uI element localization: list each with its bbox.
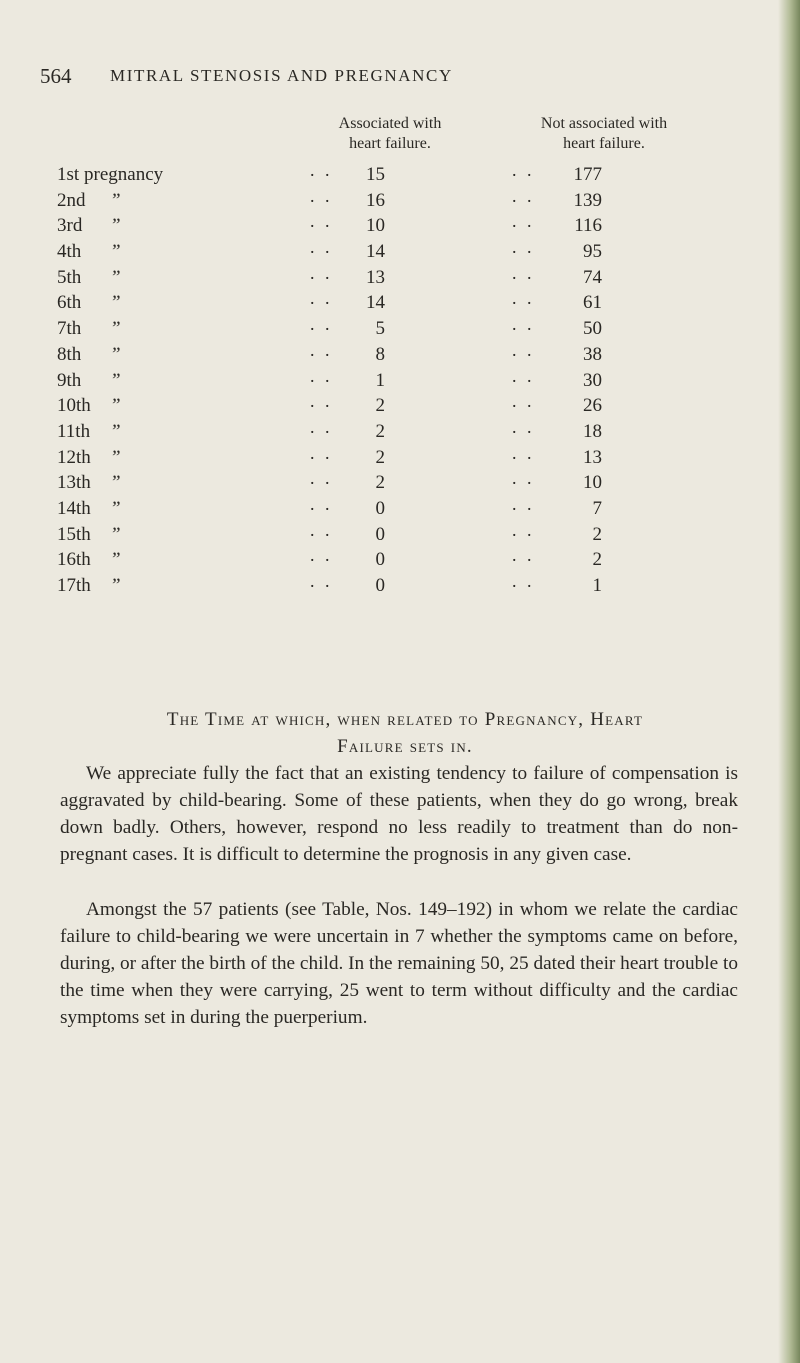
leader-dots: . . xyxy=(310,237,333,258)
leader-dots: . . xyxy=(512,416,535,437)
body-paragraph: We appreciate fully the fact that an existing tendency to failure of compensation is aggravated by child-bearing. Some of these patients, when they do go wrong, break down badly. Others, however, respond no less readily to treatment than do non-pregnant cases. It is difficult to determine the prognosis in any given case. xyxy=(60,763,738,865)
leader-dots: . . xyxy=(310,365,333,386)
row-ordinal: 17th xyxy=(57,575,91,596)
value-not-associated: 26 xyxy=(583,395,602,417)
row-ordinal: 6th xyxy=(57,292,82,314)
ditto-mark: ” xyxy=(110,369,121,391)
row-ordinal: 9th xyxy=(57,369,82,391)
table-row xyxy=(0,571,800,601)
table-row xyxy=(0,211,800,241)
row-ordinal: 4th xyxy=(57,241,82,263)
leader-dots: . . xyxy=(310,185,333,206)
value-associated: 16 xyxy=(366,189,385,211)
column-header-line: Associated with xyxy=(338,115,442,132)
table-row xyxy=(0,493,800,524)
leader-dots: . . xyxy=(512,185,535,206)
row-ordinal: 2nd xyxy=(57,189,86,211)
leader-dots: . . xyxy=(310,416,333,437)
value-not-associated: 2 xyxy=(592,549,602,571)
ditto-mark: ” xyxy=(110,215,121,237)
row-ordinal: 12th xyxy=(57,446,91,468)
value-associated: 2 xyxy=(375,420,385,442)
value-not-associated: 74 xyxy=(583,266,602,288)
ditto-mark: ” xyxy=(110,241,121,263)
column-header-not-associated xyxy=(474,114,734,154)
table-row xyxy=(0,365,800,396)
leader-dots: . . xyxy=(512,160,535,180)
row-ordinal: 1st xyxy=(57,164,80,185)
value-not-associated: 139 xyxy=(573,189,602,211)
table-row xyxy=(0,442,800,473)
leader-dots: . . xyxy=(512,519,535,540)
leader-dots: . . xyxy=(512,262,535,283)
leader-dots: . . xyxy=(310,442,333,463)
ditto-mark: ” xyxy=(110,420,121,442)
leader-dots: . . xyxy=(310,314,333,335)
ditto-mark: ” xyxy=(110,472,121,494)
value-not-associated: 38 xyxy=(583,343,602,365)
row-ordinal: 8th xyxy=(57,343,82,365)
leader-dots: . . xyxy=(310,468,333,489)
leader-dots: . . xyxy=(310,519,333,540)
value-not-associated: 177 xyxy=(573,164,602,185)
value-not-associated: 95 xyxy=(583,241,602,263)
ditto-mark: ” xyxy=(110,292,121,314)
value-associated: 2 xyxy=(375,472,385,494)
table-row xyxy=(0,519,800,550)
page-number: 564 xyxy=(40,64,72,88)
ditto-mark: ” xyxy=(110,189,121,211)
leader-dots: . . xyxy=(310,262,333,283)
row-ordinal: 3rd xyxy=(57,215,83,237)
value-not-associated: 2 xyxy=(592,523,602,545)
body-paragraph: Amongst the 57 patients (see Table, Nos. 149–192) in whom we relate the cardiac failure to child-bearing we were uncertain in 7 whether the symptoms came on before, during, or after the birth of the child. In the remaining 50, 25 dated their heart trouble to the time when they were carrying, 25 went to term without difficulty and the cardiac symptoms set in during the puerperium. xyxy=(60,899,738,1028)
ditto-mark: ” xyxy=(110,395,121,417)
leader-dots: . . xyxy=(512,314,535,335)
value-associated: 2 xyxy=(375,446,385,468)
leader-dots: . . xyxy=(512,493,535,514)
row-ordinal: 10th xyxy=(57,395,91,417)
value-not-associated: 18 xyxy=(583,420,602,442)
row-ordinal: 16th xyxy=(57,549,91,571)
row-ordinal: 15th xyxy=(57,523,91,545)
value-not-associated: 7 xyxy=(592,497,602,519)
pregnancy-table xyxy=(0,160,800,601)
table-row xyxy=(0,262,800,293)
table-row xyxy=(0,160,800,190)
value-associated: 1 xyxy=(375,369,385,391)
ditto-mark: ” xyxy=(110,549,121,571)
table-row xyxy=(0,391,800,421)
table-row xyxy=(0,468,800,498)
row-ordinal: 7th xyxy=(57,318,82,340)
table-row xyxy=(0,314,800,344)
leader-dots: . . xyxy=(310,571,333,591)
value-associated: 0 xyxy=(375,575,385,596)
leader-dots: . . xyxy=(310,493,333,514)
leader-dots: . . xyxy=(512,211,535,232)
leader-dots: . . xyxy=(310,545,333,566)
ditto-mark: ” xyxy=(110,446,121,468)
value-associated: 5 xyxy=(375,318,385,340)
leader-dots: . . xyxy=(512,365,535,386)
leader-dots: . . xyxy=(310,288,333,309)
ditto-mark: ” xyxy=(110,575,121,596)
ditto-mark: ” xyxy=(110,497,121,519)
table-row xyxy=(0,237,800,267)
row-ordinal: 14th xyxy=(57,497,91,519)
value-associated: 13 xyxy=(366,266,385,288)
value-associated: 0 xyxy=(375,549,385,571)
leader-dots: . . xyxy=(512,288,535,309)
row-ordinal: 5th xyxy=(57,266,82,288)
row-ordinal: 13th xyxy=(57,472,91,494)
value-associated: 2 xyxy=(375,395,385,417)
value-associated: 14 xyxy=(366,292,385,314)
leader-dots: . . xyxy=(310,160,333,180)
column-header-line: heart failure. xyxy=(563,135,645,152)
leader-dots: . . xyxy=(512,468,535,489)
running-title: MITRAL STENOSIS AND PREGNANCY xyxy=(110,66,453,85)
value-not-associated: 1 xyxy=(592,575,602,596)
value-not-associated: 30 xyxy=(583,369,602,391)
table-row xyxy=(0,288,800,318)
leader-dots: . . xyxy=(512,442,535,463)
section-title xyxy=(60,706,750,760)
table-row xyxy=(0,416,800,447)
page-header xyxy=(40,64,740,92)
ditto-mark: ” xyxy=(110,318,121,340)
table-row xyxy=(0,339,800,370)
section-title-line: The Time at which, when related to Pregnancy, Heart xyxy=(166,709,644,730)
value-associated: 0 xyxy=(375,497,385,519)
leader-dots: . . xyxy=(310,339,333,360)
table-row xyxy=(0,185,800,216)
section-title-line: Failure sets in. xyxy=(337,736,473,757)
table-row xyxy=(0,545,800,575)
column-header-line: heart failure. xyxy=(349,135,431,152)
ditto-mark: ” xyxy=(110,266,121,288)
value-not-associated: 13 xyxy=(583,446,602,468)
value-not-associated: 10 xyxy=(583,472,602,494)
leader-dots: . . xyxy=(512,391,535,412)
value-associated: 15 xyxy=(366,164,385,185)
ditto-mark: ” xyxy=(110,343,121,365)
value-associated: 10 xyxy=(366,215,385,237)
value-not-associated: 50 xyxy=(583,318,602,340)
leader-dots: . . xyxy=(512,545,535,566)
value-associated: 0 xyxy=(375,523,385,545)
value-not-associated: 116 xyxy=(574,215,602,237)
value-associated: 14 xyxy=(366,241,385,263)
value-not-associated: 61 xyxy=(583,292,602,314)
column-header-line: Not associated with xyxy=(540,115,668,132)
leader-dots: . . xyxy=(512,237,535,258)
leader-dots: . . xyxy=(512,339,535,360)
row-ordinal: 11th xyxy=(57,420,91,442)
leader-dots: . . xyxy=(512,571,535,591)
leader-dots: . . xyxy=(310,211,333,232)
value-associated: 8 xyxy=(375,343,385,365)
row-label: pregnancy xyxy=(84,164,164,185)
ditto-mark: ” xyxy=(110,523,121,545)
leader-dots: . . xyxy=(310,391,333,412)
